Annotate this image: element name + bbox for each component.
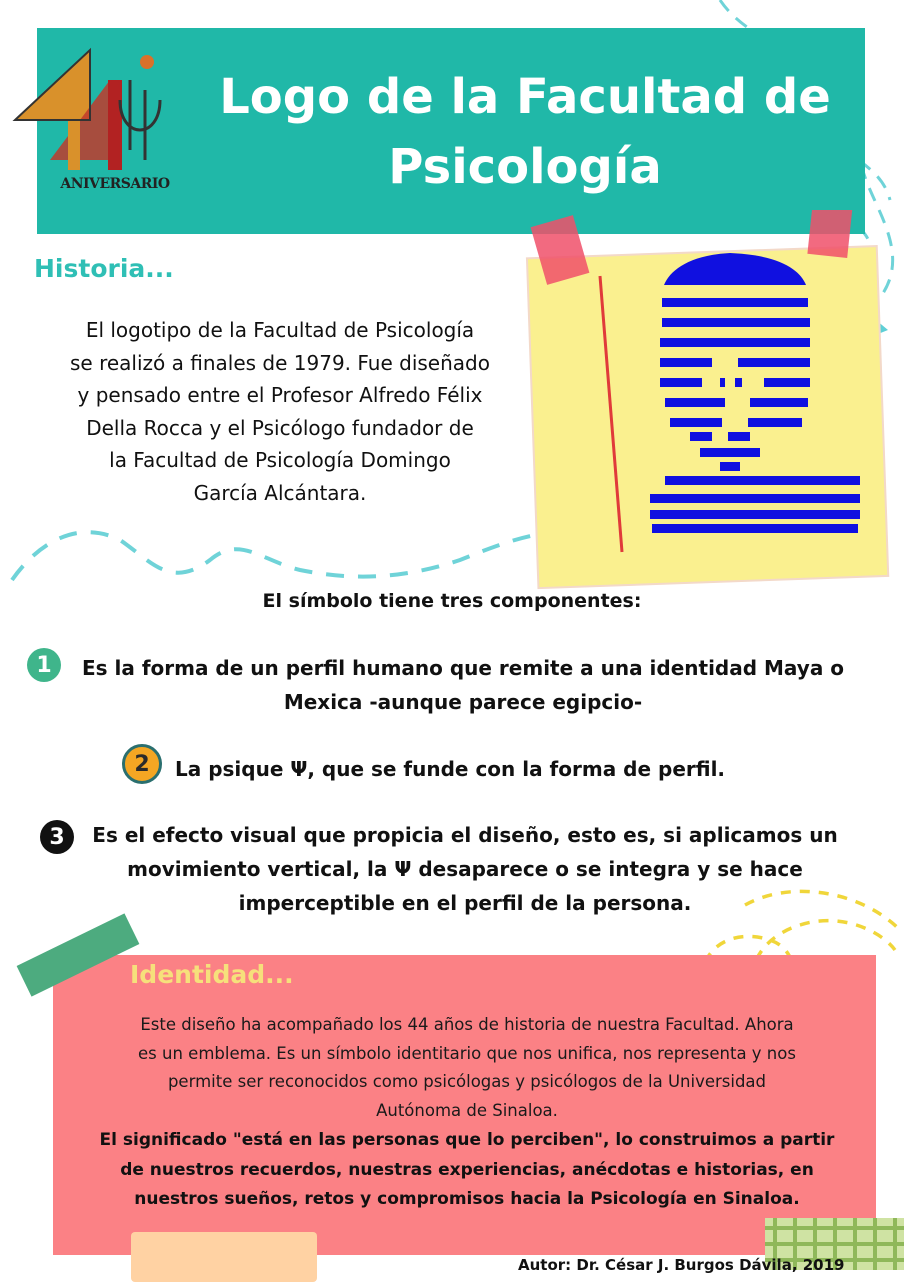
components-heading: El símbolo tiene tres componentes: bbox=[262, 590, 642, 612]
identidad-bold-line: El significado "está en las personas que lo perciben", lo construimos a partir bbox=[99, 1130, 835, 1150]
historia-line: y pensado entre el Profesor Alfredo Félix bbox=[77, 383, 483, 407]
identidad-paragraph bbox=[72, 1011, 862, 1125]
historia-line: se realizó a finales de 1979. Fue diseñado bbox=[70, 350, 490, 375]
title-line-1: Logo de la Facultad de bbox=[219, 69, 831, 125]
page-title bbox=[195, 62, 855, 202]
component-line: Mexica -aunque parece egipcio- bbox=[283, 690, 643, 714]
identidad-line: es un emblema. Es un símbolo identitario que nos unifica, nos representa y nos bbox=[138, 1043, 796, 1063]
number-one-badge: 1 bbox=[27, 648, 61, 682]
sticky-note-logo bbox=[520, 210, 900, 590]
identidad-bold-paragraph bbox=[72, 1126, 862, 1215]
component-item-2 bbox=[175, 752, 775, 786]
historia-paragraph bbox=[40, 314, 520, 509]
historia-line: la Facultad de Psicología Domingo bbox=[109, 448, 451, 472]
component-line: Es la forma de un perfil humano que remite a una identidad Maya o bbox=[81, 656, 845, 680]
component-line: movimiento vertical, la Ψ desaparece o se integra y se hace bbox=[127, 857, 803, 881]
number-three-badge: 3 bbox=[40, 820, 74, 854]
component-line: Es el efecto visual que propicia el diseño, esto es, si aplicamos un bbox=[92, 823, 838, 847]
historia-line: El logotipo de la Facultad de Psicología bbox=[85, 318, 475, 342]
identidad-bold-line: nuestros sueños, retos y compromisos hacia la Psicología en Sinaloa. bbox=[134, 1189, 800, 1209]
peach-block-decoration bbox=[131, 1232, 317, 1282]
author-credit: Autor: Dr. César J. Burgos Dávila, 2019 bbox=[518, 1256, 845, 1274]
title-line-2: Psicología bbox=[388, 139, 662, 195]
number-two-badge: 2 bbox=[122, 744, 162, 784]
identidad-heading: Identidad... bbox=[130, 960, 294, 989]
identidad-line: Autónoma de Sinaloa. bbox=[376, 1100, 558, 1120]
component-item-3 bbox=[80, 818, 850, 920]
historia-heading: Historia... bbox=[34, 254, 174, 283]
identidad-bold-line: de nuestros recuerdos, nuestras experiencias, anécdotas e historias, en bbox=[120, 1159, 814, 1180]
identidad-line: Este diseño ha acompañado los 44 años de historia de nuestra Facultad. Ahora bbox=[140, 1015, 794, 1034]
logo-label: ANIVERSARIO bbox=[60, 176, 170, 192]
identidad-line: permite ser reconocidos como psicólogas y psicólogos de la Universidad bbox=[167, 1072, 767, 1091]
component-line: La psique Ψ, que se funde con la forma de perfil. bbox=[175, 757, 726, 781]
component-line: imperceptible en el perfil de la persona. bbox=[238, 891, 692, 915]
historia-line: Della Rocca y el Psicólogo fundador de bbox=[86, 415, 474, 440]
component-item-1 bbox=[58, 651, 868, 719]
historia-line: García Alcántara. bbox=[193, 480, 367, 505]
